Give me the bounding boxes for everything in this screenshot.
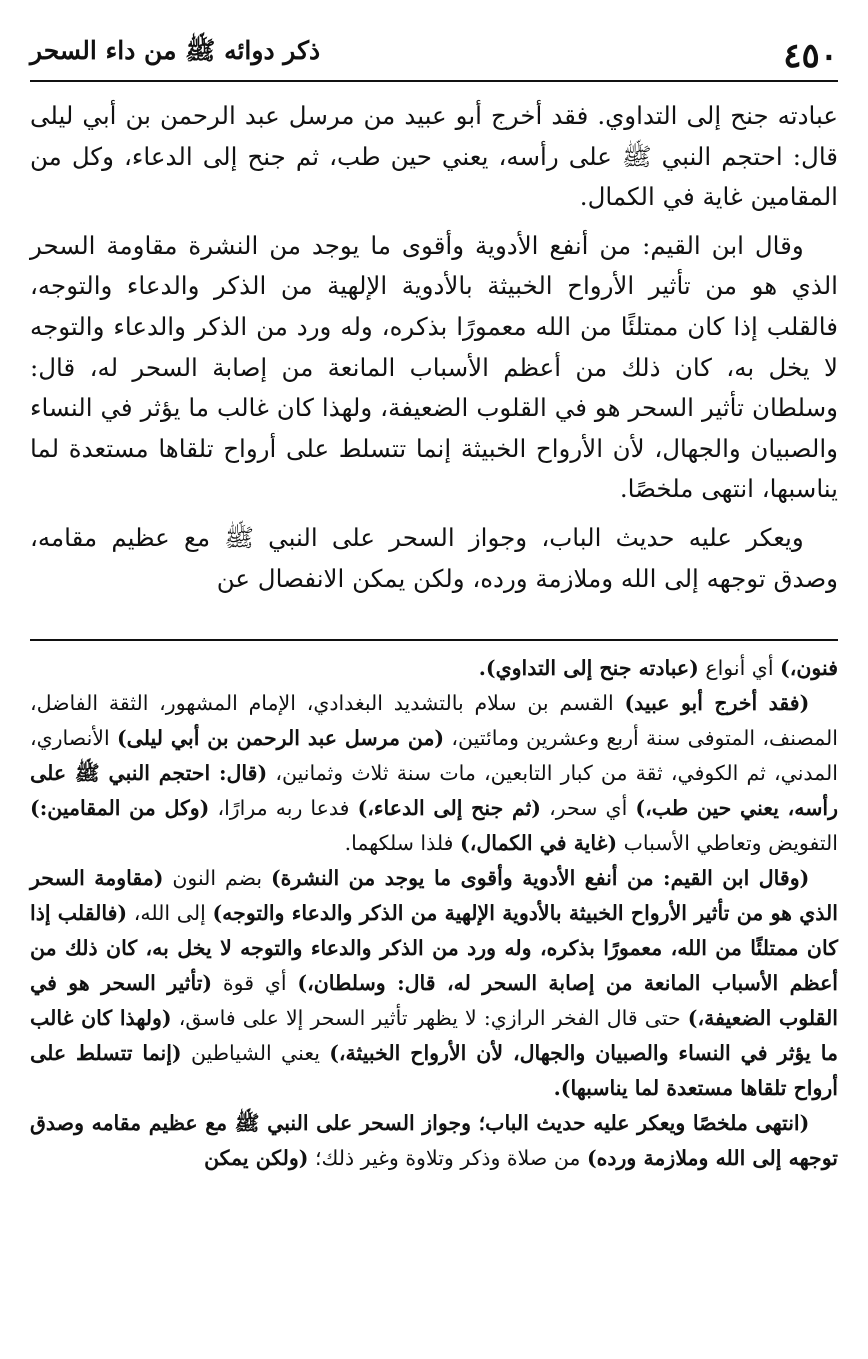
- quoted-phrase: (ثم جنح إلى الدعاء،): [357, 796, 542, 821]
- quoted-phrase: فنون،): [780, 656, 838, 681]
- commentary-paragraph-1: [30, 651, 838, 686]
- commentary-paragraph-4: [30, 1106, 838, 1176]
- commentary-text: بضم النون: [163, 866, 271, 891]
- page-number: ٤٥٠: [783, 36, 838, 76]
- commentary-text: التفويض وتعاطي الأسباب: [617, 831, 838, 856]
- commentary-text: القسم بن سلام بالتشديد البغدادي، الإمام المشهور، الثقة الفاضل، المصنف، المتوفى سنة أربع وعشرين ومائتين،: [30, 691, 839, 751]
- quoted-phrase: (وكل من المقامين:): [30, 796, 210, 821]
- commentary: [30, 651, 838, 1176]
- quoted-phrase: (مقاومة السحر الذي هو من تأثير الأرواح الخبيثة بالأدوية الإلهية من الذكر والدعاء والتوجه): [30, 866, 838, 926]
- main-text: [30, 96, 838, 599]
- commentary-text: إلى الله،: [127, 901, 213, 926]
- quoted-phrase: (إنما تتسلط على أرواح تلقاها مستعدة لما يناسبها).: [30, 1041, 838, 1101]
- commentary-text: أي قوة: [212, 971, 298, 996]
- quoted-phrase: (وقال ابن القيم: من أنفع الأدوية وأقوى ما يوجد من النشرة): [270, 866, 810, 891]
- commentary-text: أي أنواع: [698, 656, 781, 681]
- main-paragraph-3: ويعكر عليه حديث الباب، وجواز السحر على النبي ﷺ مع عظيم مقامه، وصدق توجهه إلى الله وملازمة ورده، ولكن يمكن الانفصال عن: [30, 522, 838, 593]
- commentary-text: فلذا سلكهما.: [344, 831, 460, 856]
- commentary-text: من صلاة وذكر وتلاوة وغير ذلك؛: [308, 1146, 587, 1171]
- quoted-phrase: (انتهى ملخصًا ويعكر عليه حديث الباب؛ وجواز السحر على النبي ﷺ مع عظيم مقامه وصدق توجهه إلى الله وملازمة ورده): [30, 1111, 838, 1171]
- main-paragraph-1: عبادته جنح إلى التداوي. فقد أخرج أبو عبيد من مرسل عبد الرحمن بن أبي ليلى قال: احتجم النبي ﷺ على رأسه، يعني حين طب، ثم جنح إلى الدعاء، وكل من المقامين غاية في الكمال.: [30, 101, 838, 212]
- quoted-phrase: (قال: احتجم النبي ﷺ على رأسه، يعني حين طب،): [30, 761, 838, 821]
- commentary-text: أي سحر،: [541, 796, 636, 821]
- quoted-phrase: (ولكن يمكن: [204, 1146, 309, 1171]
- main-paragraph-2: وقال ابن القيم: من أنفع الأدوية وأقوى ما يوجد من النشرة مقاومة السحر الذي هو من تأثير الأرواح الخبيثة بالأدوية الإلهية من الذكر والدعاء والتوجه، فالقلب إذا كان ممتلئًا من الله معمورًا بذكره، وله ورد من الذكر والدعاء والتوجه لا يخل به، كان ذلك من أعظم الأسباب المانعة من إصابة السحر له، قال: وسلطان تأثير السحر هو في القلوب الضعيفة، ولهذا كان غالب ما يؤثر في النساء والصبيان والجهال، لأن الأرواح الخبيثة إنما تتسلط على أرواح تلقاها مستعدة لما يناسبها، انتهى ملخصًا.: [30, 230, 838, 504]
- page-header: [30, 18, 838, 82]
- quoted-phrase: (غاية في الكمال،): [460, 831, 618, 856]
- commentary-text: فدعا ربه مرارًا،: [209, 796, 358, 821]
- running-title: ذكر دوائه ﷺ من داء السحر: [30, 36, 321, 65]
- book-page: [30, 18, 838, 1176]
- commentary-paragraph-2: [30, 686, 838, 861]
- commentary-text: الأنصاري، المدني، ثم الكوفي، ثقة من كبار التابعين، مات سنة ثلاث وثمانين،: [30, 726, 838, 786]
- quoted-phrase: (ولهذا كان غالب ما يؤثر في النساء والصبيان والجهال، لأن الأرواح الخبيثة،): [30, 1006, 838, 1066]
- quoted-phrase: (من مرسل عبد الرحمن بن أبي ليلى): [116, 726, 445, 751]
- commentary-text: حتى قال الفخر الرازي: لا يظهر تأثير السحر إلا على فاسق،: [171, 1006, 688, 1031]
- quoted-phrase: (عبادته جنح إلى التداوي).: [478, 656, 699, 681]
- commentary-paragraph-3: [30, 861, 838, 1106]
- footnote-divider: [30, 639, 838, 641]
- quoted-phrase: (تأثير السحر هو في القلوب الضعيفة،): [30, 971, 838, 1031]
- commentary-text: يعني الشياطين: [181, 1041, 330, 1066]
- quoted-phrase: (فالقلب إذا كان ممتلئًا من الله، معمورًا بذكره، وله ورد من الذكر والدعاء والتوجه لا يخل به، كان ذلك من أعظم الأسباب المانعة من إصابة السحر له، قال: وسلطان،): [30, 901, 838, 996]
- quoted-phrase: (فقد أخرج أبو عبيد): [624, 691, 810, 716]
